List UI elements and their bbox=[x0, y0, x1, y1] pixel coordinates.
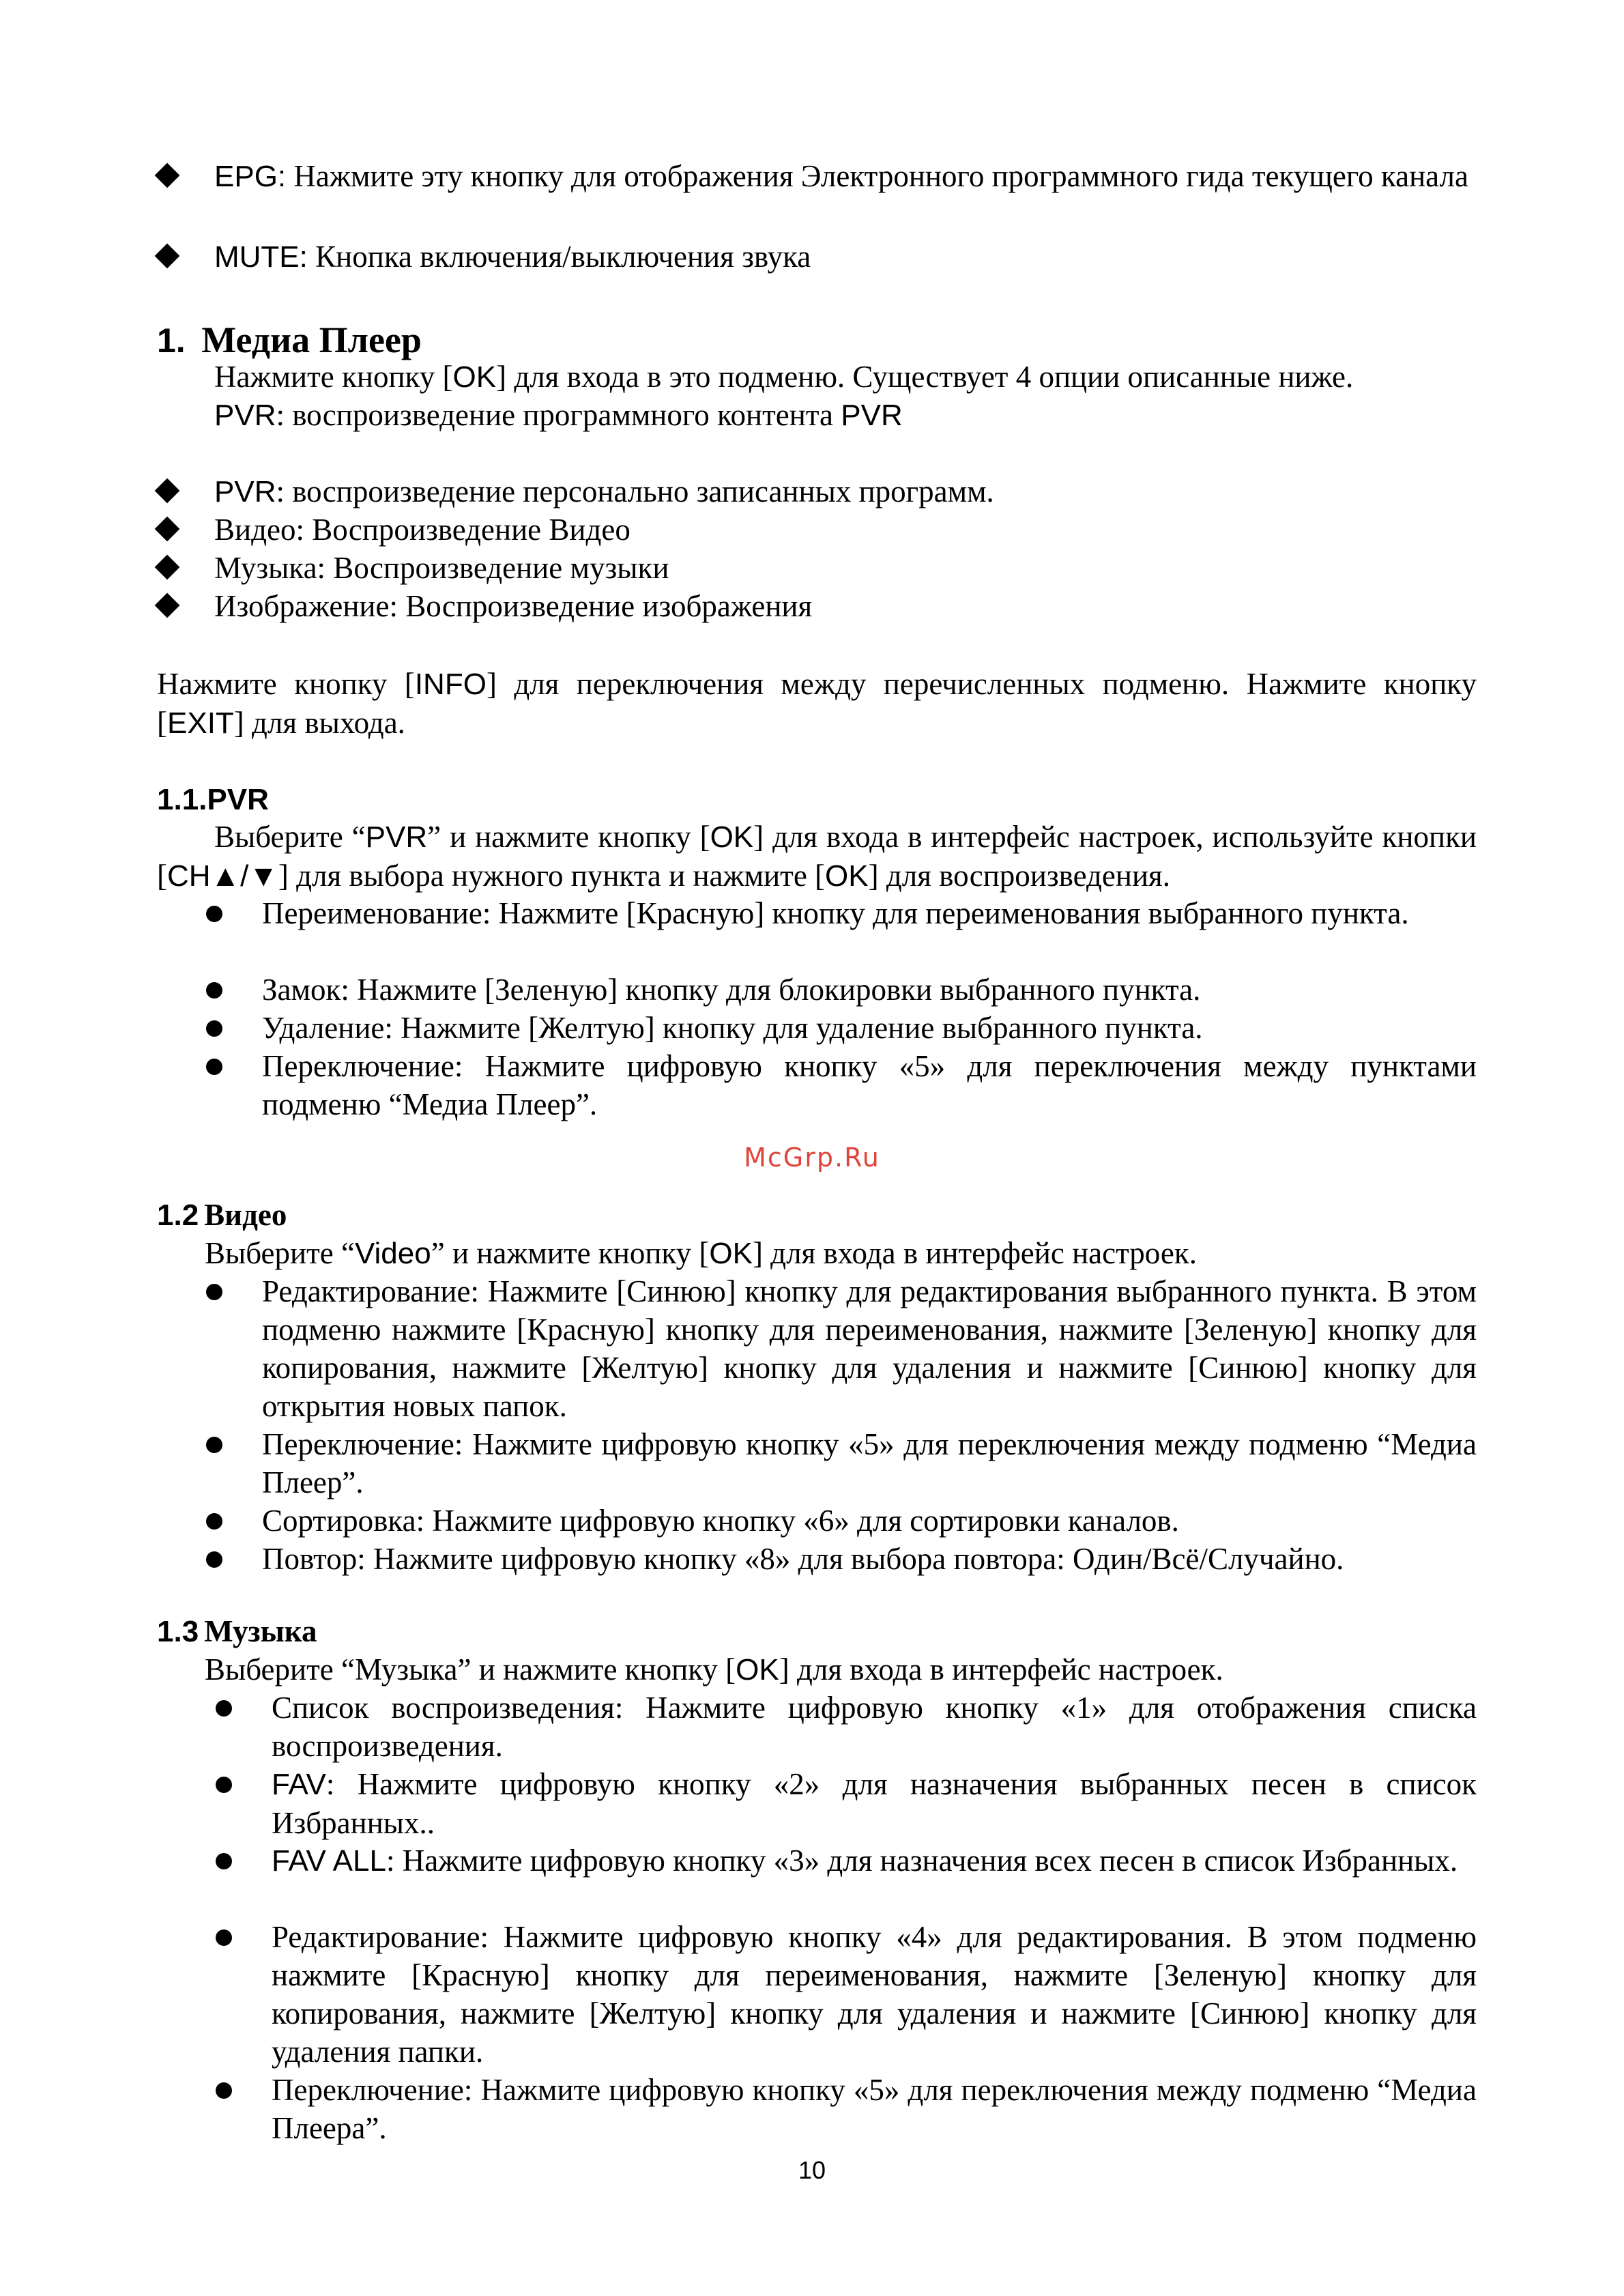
video-item-sort: Сортировка: Нажмите цифровую кнопку «6» для сортировки каналов. bbox=[206, 1502, 1477, 1540]
section-1-heading: 1. Медиа Плеер bbox=[157, 319, 422, 360]
dot-bullet-icon bbox=[216, 1777, 232, 1793]
key-label: MUTE bbox=[214, 240, 300, 274]
option-music: Музыка: Воспроизведение музыки bbox=[158, 549, 669, 587]
dot-bullet-icon bbox=[206, 1059, 222, 1075]
music-item-playlist: Список воспроизведения: Нажмите цифровую кнопку «1» для отображения списка воспроизведения. bbox=[216, 1689, 1477, 1765]
music-item-fav-all: FAV ALL: Нажмите цифровую кнопку «3» для назначения всех песен в список Избранных. bbox=[216, 1841, 1477, 1880]
pvr-item-delete: Удаление: Нажмите [Желтую] кнопку для удаление выбранного пункта. bbox=[206, 1009, 1477, 1047]
epg-bullet: EPG: Нажмите эту кнопку для отображения Электронного программного гида текущего канала bbox=[158, 157, 1477, 196]
music-item-fav: FAV: Нажмите цифровую кнопку «2» для назначения выбранных песен в список Избранных.. bbox=[216, 1765, 1477, 1842]
dot-bullet-icon bbox=[206, 1437, 222, 1453]
video-item-edit: Редактирование: Нажмите [Синюю] кнопку для редактирования выбранного пункта. В этом подменю нажмите [Красную] кнопку для переименования, нажмите [Зеленую] кнопку для копирования, нажмите [Желтую] кнопку для удаления и нажмите [Синюю] кнопку для открытия новых папок. bbox=[206, 1272, 1477, 1425]
dot-bullet-icon bbox=[216, 1929, 232, 1946]
dot-bullet-icon bbox=[216, 1853, 232, 1869]
dot-bullet-icon bbox=[206, 1020, 222, 1037]
dot-bullet-icon bbox=[206, 1284, 222, 1300]
section-1-intro: Нажмите кнопку [OK] для входа в это подменю. Существует 4 опции описанные ниже. bbox=[214, 360, 1354, 394]
section-1-pvr-line: PVR: воспроизведение программного контента PVR bbox=[214, 398, 903, 432]
music-item-switch: Переключение: Нажмите цифровую кнопку «5» для переключения между подменю “Медиа Плеера”. bbox=[216, 2071, 1477, 2147]
bullet-text: Нажмите эту кнопку для отображения Электронного программного гида текущего канала bbox=[293, 159, 1468, 193]
option-image: Изображение: Воспроизведение изображения bbox=[158, 587, 812, 625]
diamond-bullet-icon bbox=[155, 244, 180, 269]
section-1-3-heading: 1.3 Музыка bbox=[157, 1614, 317, 1648]
section-1-paragraph: Нажмите кнопку [INFO] для переключения между перечисленных подменю. Нажмите кнопку [EXIT] для выхода. bbox=[157, 667, 1477, 740]
dot-bullet-icon bbox=[206, 1551, 222, 1568]
section-1-1-heading: 1.1.PVR bbox=[157, 783, 269, 816]
section-1-1-intro: Выберите “PVR” и нажмите кнопку [OK] для входа в интерфейс настроек, используйте кнопки [CH▲/▼] для выбора нужного пункта и нажмите [OK] для воспроизведения. bbox=[157, 820, 1477, 893]
diamond-bullet-icon bbox=[155, 517, 180, 542]
pvr-item-rename: Переименование: Нажмите [Красную] кнопку для переименования выбранного пункта. bbox=[206, 894, 1477, 932]
option-pvr: PVR: воспроизведение персонально записанных программ. bbox=[158, 472, 994, 511]
dot-bullet-icon bbox=[216, 2082, 232, 2099]
diamond-bullet-icon bbox=[155, 163, 180, 188]
watermark: McGrp.Ru bbox=[744, 1143, 880, 1173]
key-label: EPG bbox=[214, 160, 278, 193]
dot-bullet-icon bbox=[216, 1700, 232, 1717]
bullet-text: Кнопка включения/выключения звука bbox=[315, 240, 811, 274]
dot-bullet-icon bbox=[206, 1513, 222, 1530]
section-1-2-heading: 1.2 Видео bbox=[157, 1198, 287, 1232]
pvr-item-switch: Переключение: Нажмите цифровую кнопку «5» для переключения между пунктами подменю “Медиа Плеер”. bbox=[206, 1047, 1477, 1123]
option-video: Видео: Воспроизведение Видео bbox=[158, 511, 630, 549]
dot-bullet-icon bbox=[206, 906, 222, 922]
section-1-2-intro: Выберите “Video” и нажмите кнопку [OK] для входа в интерфейс настроек. bbox=[205, 1236, 1197, 1270]
diamond-bullet-icon bbox=[155, 555, 180, 580]
mute-bullet: MUTE: Кнопка включения/выключения звука bbox=[158, 238, 1477, 276]
pvr-item-lock: Замок: Нажмите [Зеленую] кнопку для блокировки выбранного пункта. bbox=[206, 971, 1477, 1009]
diamond-bullet-icon bbox=[155, 478, 180, 504]
video-item-repeat: Повтор: Нажмите цифровую кнопку «8» для выбора повтора: Один/Всё/Случайно. bbox=[206, 1540, 1477, 1578]
section-1-3-intro: Выберите “Музыка” и нажмите кнопку [OK] для входа в интерфейс настроек. bbox=[205, 1652, 1223, 1687]
diamond-bullet-icon bbox=[155, 593, 180, 618]
music-item-edit: Редактирование: Нажмите цифровую кнопку «4» для редактирования. В этом подменю нажмите [Красную] кнопку для переименования, нажмите [Зеленую] кнопку для копирования, нажмите [Желтую] кнопку для удаления и нажмите [Синюю] кнопку для удаления папки. bbox=[216, 1918, 1477, 2071]
dot-bullet-icon bbox=[206, 982, 222, 999]
page-number: 10 bbox=[798, 2156, 826, 2184]
video-item-switch: Переключение: Нажмите цифровую кнопку «5» для переключения между подменю “Медиа Плеер”. bbox=[206, 1425, 1477, 1502]
